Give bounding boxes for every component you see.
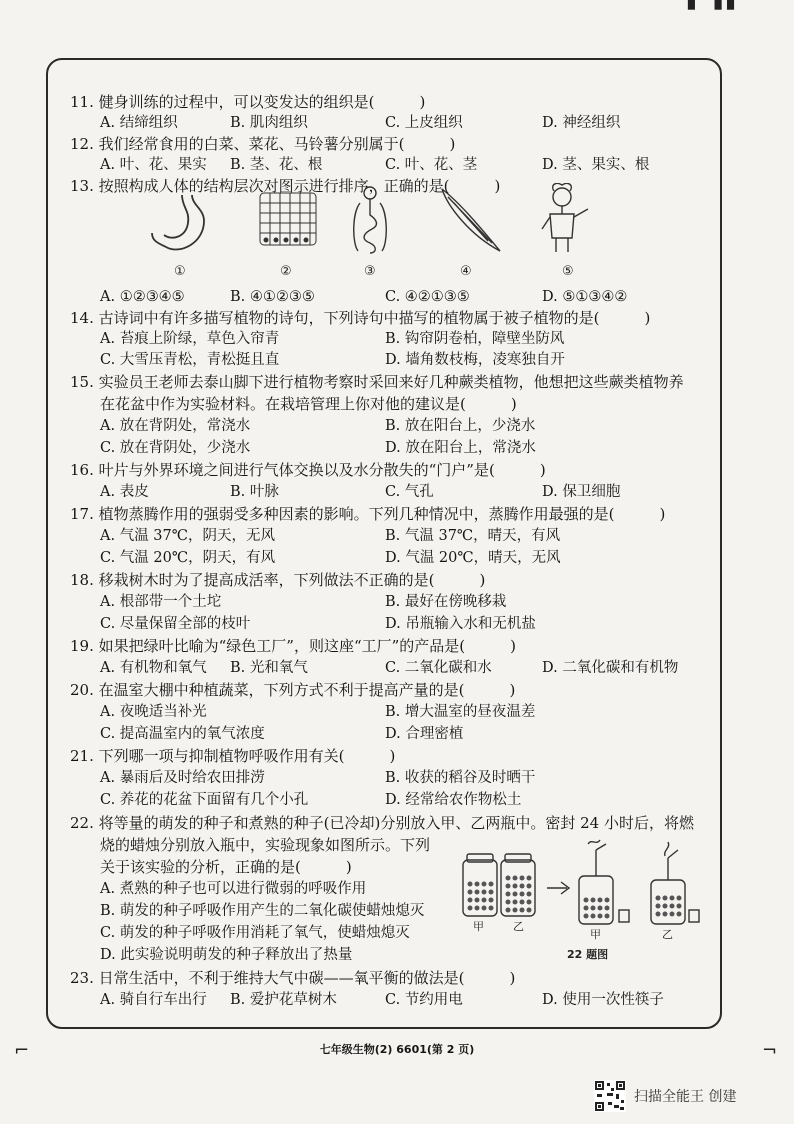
q13-stem: 13. 按照构成人体的结构层次对图示进行排序，正确的是( ) <box>70 177 501 195</box>
corner-mark-bottom-left: ⌐ <box>14 1040 30 1061</box>
q22-option-b[interactable]: B. 萌发的种子呼吸作用产生的二氧化碳使蜡烛熄灭 <box>100 903 425 919</box>
digestive-system-icon <box>354 187 387 253</box>
q14-option-a[interactable]: A. 苔痕上阶绿，草色入帘青 <box>100 331 280 347</box>
qr-code-icon <box>594 1080 626 1112</box>
q22-option-c[interactable]: C. 萌发的种子呼吸作用消耗了氧气，使蜡烛熄灭 <box>100 925 410 941</box>
q23-option-c[interactable]: C. 节约用电 <box>385 992 463 1008</box>
q13-figure <box>130 183 630 281</box>
q15-option-a[interactable]: A. 放在背阴处，常浇水 <box>100 418 251 434</box>
q20-option-a[interactable]: A. 夜晚适当补光 <box>100 704 207 720</box>
q22-label-jia-1: 甲 <box>473 920 484 933</box>
q12-option-b[interactable]: B. 茎、花、根 <box>230 157 323 173</box>
q18-option-b[interactable]: B. 最好在傍晚移栽 <box>385 594 507 610</box>
q22-stem-line2: 烧的蜡烛分别放入瓶中，实验现象如图所示。下列 <box>100 836 431 854</box>
q15-option-b[interactable]: B. 放在阳台上，少浇水 <box>385 418 536 434</box>
q20-option-c[interactable]: C. 提高温室内的氧气浓度 <box>100 726 265 742</box>
q22-option-a[interactable]: A. 煮熟的种子也可以进行微弱的呼吸作用 <box>100 881 367 897</box>
q19-option-b[interactable]: B. 光和氧气 <box>230 660 308 676</box>
q14-option-d[interactable]: D. 墙角数枝梅，凌寒独自开 <box>385 352 565 368</box>
q18-option-a[interactable]: A. 根部带一个土坨 <box>100 594 222 610</box>
q14-stem: 14. 古诗词中有许多描写植物的诗句，下列诗句中描写的植物属于被子植物的是( ) <box>70 309 651 327</box>
q13-label-1: ① <box>174 264 186 279</box>
q22-stem-line3: 关于该实验的分析，正确的是( ) <box>100 858 352 876</box>
page-footer: 七年级生物(2) 6601(第 2 页) <box>319 1043 475 1056</box>
q16-option-b[interactable]: B. 叶脉 <box>230 484 279 500</box>
child-figure-icon <box>542 183 588 252</box>
q21-option-a[interactable]: A. 暴雨后及时给农田排涝 <box>100 770 265 786</box>
q14-option-b[interactable]: B. 钩帘阴卷柏，障壁坐防风 <box>385 331 565 347</box>
q12-stem: 12. 我们经常食用的白菜、菜花、马铃薯分别属于( ) <box>70 135 456 153</box>
q18-stem: 18. 移栽树木时为了提高成活率，下列做法不正确的是( ) <box>70 571 486 589</box>
q20-option-b[interactable]: B. 增大温室的昼夜温差 <box>385 704 536 720</box>
q15-option-d[interactable]: D. 放在阳台上，常浇水 <box>385 440 536 456</box>
q22-figure <box>455 838 705 966</box>
cell-tissue-icon <box>260 193 316 245</box>
q22-stem-line1: 22. 将等量的萌发的种子和煮熟的种子(已冷却)分别放入甲、乙两瓶中。密封 24 小时后，将燃 <box>70 814 694 832</box>
q13-label-2: ② <box>280 264 292 279</box>
q23-option-d[interactable]: D. 使用一次性筷子 <box>542 992 664 1008</box>
q21-option-b[interactable]: B. 收获的稻谷及时晒干 <box>385 770 536 786</box>
jar-jia-sealed-icon <box>463 854 497 916</box>
muscle-tissue-icon <box>442 189 500 251</box>
q19-stem: 19. 如果把绿叶比喻为“绿色工厂”，则这座“工厂”的产品是( ) <box>70 637 517 655</box>
jar-yi-sealed-icon <box>501 854 535 916</box>
q18-option-c[interactable]: C. 尽量保留全部的枝叶 <box>100 616 251 632</box>
q20-option-d[interactable]: D. 合理密植 <box>385 726 464 742</box>
q22-label-jia-2: 甲 <box>590 928 601 941</box>
q15-stem-line1: 15. 实验员王老师去泰山脚下进行植物考察时采回来好几种蕨类植物，他想把这些蕨类植物养 <box>70 373 684 391</box>
q23-option-b[interactable]: B. 爱护花草树木 <box>230 992 337 1008</box>
q12-option-c[interactable]: C. 叶、花、茎 <box>385 157 478 173</box>
q17-option-a[interactable]: A. 气温 37℃，阴天，无风 <box>100 528 275 544</box>
jar-jia-candle-icon <box>579 840 629 924</box>
arrow-right-icon <box>547 882 569 894</box>
q11-option-d[interactable]: D. 神经组织 <box>542 115 621 131</box>
corner-mark-top-right: ▘ ▝ ▘ <box>688 0 741 21</box>
q17-option-d[interactable]: D. 气温 20℃，晴天，无风 <box>385 550 561 566</box>
q23-option-a[interactable]: A. 骑自行车出行 <box>100 992 207 1008</box>
q22-label-yi-2: 乙 <box>662 928 673 941</box>
q22-option-d[interactable]: D. 此实验说明萌发的种子释放出了热量 <box>100 947 353 963</box>
q13-option-d[interactable]: D. ⑤①③④② <box>542 289 628 305</box>
q20-stem: 20. 在温室大棚中种植蔬菜，下列方式不利于提高产量的是( ) <box>70 681 516 699</box>
q13-label-5: ⑤ <box>562 264 574 279</box>
jar-yi-candle-icon <box>651 842 699 924</box>
q11-option-c[interactable]: C. 上皮组织 <box>385 115 463 131</box>
q17-stem: 17. 植物蒸腾作用的强弱受多种因素的影响。下列几种情况中，蒸腾作用最强的是( ) <box>70 505 666 523</box>
q19-option-a[interactable]: A. 有机物和氧气 <box>100 660 207 676</box>
q16-option-c[interactable]: C. 气孔 <box>385 484 434 500</box>
q13-label-4: ④ <box>460 264 472 279</box>
q21-stem: 21. 下列哪一项与抑制植物呼吸作用有关( ) <box>70 747 396 765</box>
q17-option-b[interactable]: B. 气温 37℃，晴天，有风 <box>385 528 561 544</box>
q17-option-c[interactable]: C. 气温 20℃，阴天，有风 <box>100 550 276 566</box>
q13-option-c[interactable]: C. ④②①③⑤ <box>385 289 470 305</box>
brand-label: 扫描全能王 创建 <box>634 1089 737 1105</box>
q12-option-d[interactable]: D. 茎、果实、根 <box>542 157 650 173</box>
corner-mark-bottom-right: ¬ <box>762 1040 778 1061</box>
q13-option-a[interactable]: A. ①②③④⑤ <box>100 289 185 305</box>
q16-stem: 16. 叶片与外界环境之间进行气体交换以及水分散失的“门户”是( ) <box>70 461 546 479</box>
q16-option-d[interactable]: D. 保卫细胞 <box>542 484 621 500</box>
q23-stem: 23. 日常生活中，不利于维持大气中碳——氧平衡的做法是( ) <box>70 969 516 987</box>
q22-caption: 22 题图 <box>567 948 609 961</box>
q18-option-d[interactable]: D. 吊瓶输入水和无机盐 <box>385 616 536 632</box>
q12-option-a[interactable]: A. 叶、花、果实 <box>100 157 207 173</box>
q13-label-3: ③ <box>364 264 376 279</box>
q11-option-b[interactable]: B. 肌肉组织 <box>230 115 308 131</box>
q11-stem: 11. 健身训练的过程中，可以变发达的组织是( ) <box>70 93 426 111</box>
q21-option-c[interactable]: C. 养花的花盆下面留有几个小孔 <box>100 792 309 808</box>
q22-label-yi-1: 乙 <box>513 920 524 933</box>
q21-option-d[interactable]: D. 经常给农作物松土 <box>385 792 522 808</box>
q19-option-d[interactable]: D. 二氧化碳和有机物 <box>542 660 679 676</box>
q15-stem-line2: 在花盆中作为实验材料。在栽培管理上你对他的建议是( ) <box>100 395 517 413</box>
stomach-icon <box>152 195 204 249</box>
q11-option-a[interactable]: A. 结缔组织 <box>100 115 178 131</box>
scanner-watermark <box>594 1080 736 1112</box>
q15-option-c[interactable]: C. 放在背阴处，少浇水 <box>100 440 251 456</box>
q16-option-a[interactable]: A. 表皮 <box>100 484 149 500</box>
q13-option-b[interactable]: B. ④①②③⑤ <box>230 289 315 305</box>
q14-option-c[interactable]: C. 大雪压青松，青松挺且直 <box>100 352 280 368</box>
q19-option-c[interactable]: C. 二氧化碳和水 <box>385 660 492 676</box>
